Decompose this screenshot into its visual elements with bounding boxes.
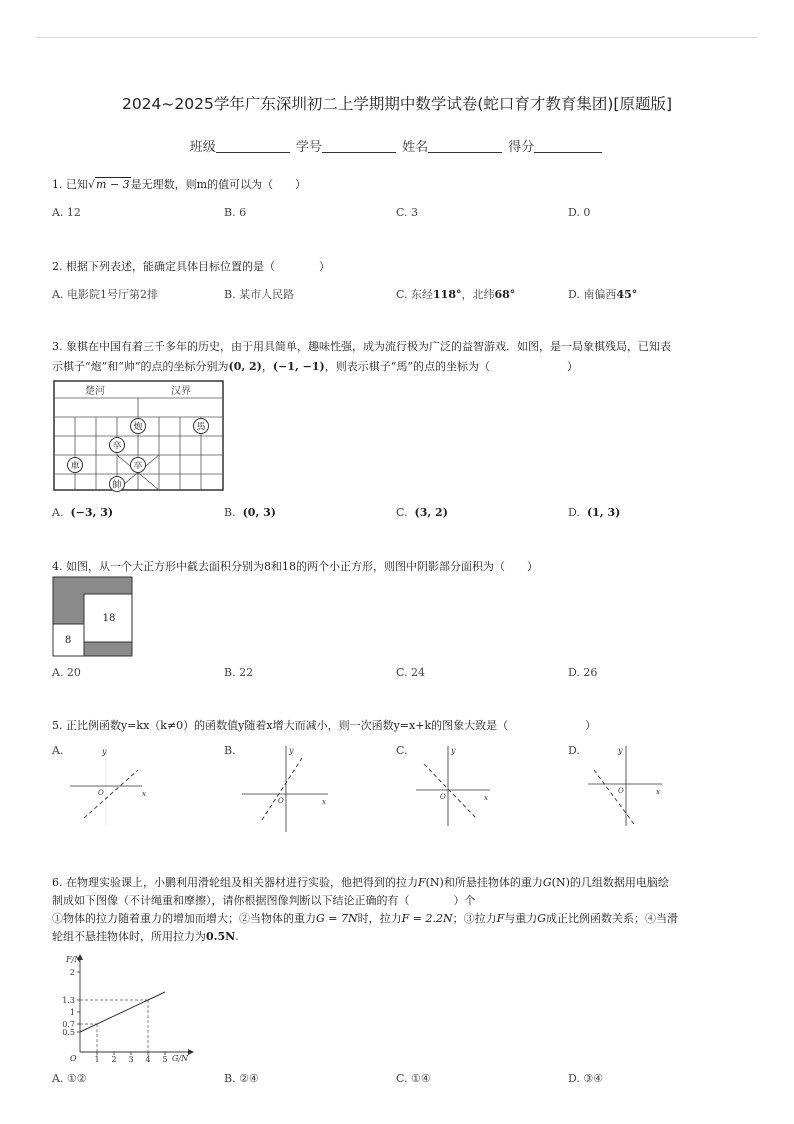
q5-graph-c[interactable] [410,740,500,830]
chess-piece-zu-1 [110,438,125,453]
q5-text: 正比例函数y=kx（k≠0）的函数值y随着x增大而减小，则一次函数y=x+k的图象大致是（ ） [66,719,597,732]
q2-option-c[interactable] [396,286,515,302]
y-axis-label: y [289,746,294,755]
coord-pao: (0, 2) [228,360,262,373]
option-text: 某市人民路 [239,288,295,301]
q6-option-b[interactable]: B. ②④ [224,1072,259,1085]
label-18: 18 [102,613,116,624]
x-tick-label: 1 [94,1055,100,1062]
q5-option-b-label[interactable]: B. [224,744,236,757]
q2-option-d[interactable] [568,286,637,302]
option-letter: C. [396,288,408,301]
q4-option-b[interactable]: B. 22 [224,666,254,679]
data-line-series [80,992,165,1032]
q3-text-2b: ，则表示棋子“馬”的点的坐标为（ ） [324,360,578,373]
header-divider [36,37,758,38]
sqrt-expression: √m − 3 [88,178,130,191]
question-4 [52,558,538,576]
class-blank [216,138,290,153]
math-F: F [496,912,505,925]
q6-text-2: 制成如下图像（不计绳重和摩擦），请你根据图像判断以下结论正确的有（ ）个 [52,894,476,907]
math-eq-f: F = 2.2N [401,912,453,925]
origin-label: O [618,787,624,795]
q6-line-4 [52,928,752,946]
question-number: 5. [52,719,63,732]
x-tick-label: 5 [162,1055,168,1062]
option-letter: D. [568,288,580,301]
y-tick-label: 2 [69,968,75,977]
option-text: 电影院1号厅第2排 [66,288,158,301]
chess-board-figure [53,380,225,492]
option-value: (−3, 3) [70,506,114,519]
name-label: 姓名 [402,140,429,155]
x-axis-label: x [322,798,326,806]
q5-option-d-label[interactable]: D. [568,744,580,757]
q3-option-a[interactable] [52,506,113,519]
label-8: 8 [64,635,72,646]
id-label: 学号 [295,140,322,155]
math-G: G [537,912,547,925]
x-axis-label: x [142,790,146,798]
q2-option-b[interactable] [224,286,294,302]
q6-text-3a: ①物体的拉力随着重力的增加而增大；②当物体的重力 [52,912,316,925]
q3-option-b[interactable] [224,506,276,519]
coord-shuai: (−1, −1) [272,360,325,373]
q6-text-3b: 时，拉力 [357,912,402,925]
origin-label: O [440,793,446,801]
question-number: 6. [52,876,63,889]
q6-text-4b: . [235,930,239,943]
q6-text-3d: 与重力 [504,912,538,925]
q5-option-a-label[interactable]: A. [52,744,64,757]
question-2 [52,258,330,276]
q6-option-d[interactable]: D. ③④ [568,1072,604,1085]
student-info-line [0,136,794,155]
piece-label: 卒 [133,461,143,472]
q5-graph-a[interactable] [62,740,152,830]
origin-label: O [98,789,104,797]
q1-option-d[interactable]: D. 0 [568,206,591,219]
math-N: (N) [551,876,570,889]
q6-line-chart [58,952,198,1062]
class-label: 班级 [189,140,216,155]
angle-value: 45° [616,288,638,301]
option-letter: B. [224,506,236,519]
option-letter: A. [52,288,64,301]
option-letter: A. [52,506,64,519]
y-axis-label: y [618,746,623,755]
option-value: (3, 2) [414,506,448,519]
longitude-value: 118° [433,288,462,301]
x-axis-arrow [188,1049,194,1055]
q6-option-c[interactable]: C. ①④ [396,1072,431,1085]
q4-text: 如图，从一个大正方形中截去面积分别为8和18的两个小正方形，则图中阴影部分面积为（ ） [66,560,538,573]
q2-option-a[interactable] [52,286,158,302]
question-number: 3. [52,340,63,353]
piece-label: 帥 [112,480,122,491]
chess-piece-pao [131,419,146,434]
chess-piece-zu-2 [131,458,146,473]
chart-y-label: F/N [66,955,82,964]
q2-text: 根据下列表述，能确定具体目标位置的是（ ） [66,260,330,273]
q6-line-3 [52,910,752,928]
score-label: 得分 [508,140,535,155]
q5-graph-b[interactable] [236,740,336,835]
question-5 [52,717,596,735]
piece-label: 車 [70,461,80,472]
river-left-label: 楚河 [85,386,105,397]
q3-line-2 [52,358,752,376]
y-tick-label: 1 [69,1008,75,1017]
q3-sep: ， [261,360,273,373]
q5-option-c-label[interactable]: C. [396,744,408,757]
chart-marks [62,968,167,1062]
q1-text-after: 是无理数，则m的值可以为（ ） [130,178,307,191]
q3-option-c[interactable] [396,506,448,519]
page-title: 2024~2025学年广东深圳初二上学期期中数学试卷(蛇口育才教育集团)[原题版] [121,95,673,113]
piece-label: 卒 [112,441,122,452]
y-axis-label: y [451,746,456,755]
option-letter: C. [396,506,408,519]
q3-text-2a: 示棋子“炮”和“帅”的点的坐标分别为 [52,360,229,373]
x-tick-label: 4 [145,1055,151,1062]
x-tick-label: 2 [111,1055,117,1062]
q6-text-1c: 的几组数据用电脑绘 [569,876,669,889]
x-axis-label: x [484,794,488,802]
q3-option-d[interactable] [568,506,620,519]
q6-line-2 [52,892,752,910]
q4-option-c[interactable]: C. 24 [396,666,426,679]
q4-option-d[interactable]: D. 26 [568,666,598,679]
question-6 [52,874,752,946]
chart-origin-label: O [70,1054,77,1062]
q5-graph-d[interactable] [582,740,672,830]
name-blank [428,138,502,153]
piece-label: 馬 [196,422,206,433]
x-axis-label: x [656,788,660,796]
x-tick-label: 3 [128,1055,134,1062]
option-value: (0, 3) [242,506,276,519]
q1-option-b[interactable]: B. 6 [224,206,247,219]
option-text: 东经 [411,288,434,301]
q4-option-a[interactable]: A. 20 [52,666,81,679]
latitude-value: 68° [494,288,516,301]
score-blank [534,138,602,153]
chess-piece-ju [68,458,83,473]
q6-text-4a: 轮组不悬挂物体时，所用拉力为 [52,930,206,943]
question-number: 2. [52,260,63,273]
math-value: 0.5N [206,930,236,943]
river-right-label: 汉界 [171,386,191,397]
q6-text-3c: ；③拉力 [452,912,497,925]
chart-x-label: G/N [172,1054,189,1062]
q6-text-3e: 成正比例函数关系；④当滑 [546,912,679,925]
q1-option-c[interactable]: C. 3 [396,206,419,219]
y-tick-label: 0.5 [62,1028,75,1037]
math-F: F [418,876,426,889]
option-value: (1, 3) [586,506,621,519]
math-eq-g: G = 7N [316,912,358,925]
y-tick-label: 0.7 [62,1020,75,1029]
id-blank [322,138,396,153]
question-number: 4. [52,560,63,573]
y-axis-label: y [102,747,107,756]
q3-text-1: 象棋在中国有着三千多年的历史，由于用具简单，趣味性强，成为流行极为广泛的益智游戏．如图，是一局象棋残局，已知表 [66,340,671,353]
math-G: G [542,876,552,889]
radicand: m − 3 [96,178,130,191]
origin-label: O [278,797,284,805]
q6-line-1 [52,874,752,892]
q1-option-a[interactable]: A. 12 [52,206,81,219]
option-text: 南偏西 [583,288,617,301]
q6-text-1a: 在物理实验课上，小鹏利用滑轮组及相关器材进行实验，他把得到的拉力 [66,876,418,889]
q3-line-1 [52,338,752,356]
chess-piece-ma [194,419,209,434]
piece-label: 炮 [133,422,143,433]
q6-option-a[interactable]: A. ①② [52,1072,87,1085]
q1-text-before: 已知 [66,178,88,191]
question-number: 1. [52,178,63,191]
option-letter: B. [224,288,236,301]
math-N: (N) [425,876,444,889]
y-tick-label: 1.3 [62,996,75,1005]
option-letter: D. [568,506,580,519]
square-figure [52,576,134,658]
q6-text-1b: 和所悬挂物体的重力 [443,876,543,889]
question-3 [52,338,752,376]
question-1 [52,176,306,194]
option-text-mid: ，北纬 [461,288,495,301]
chess-piece-shuai [110,477,125,492]
